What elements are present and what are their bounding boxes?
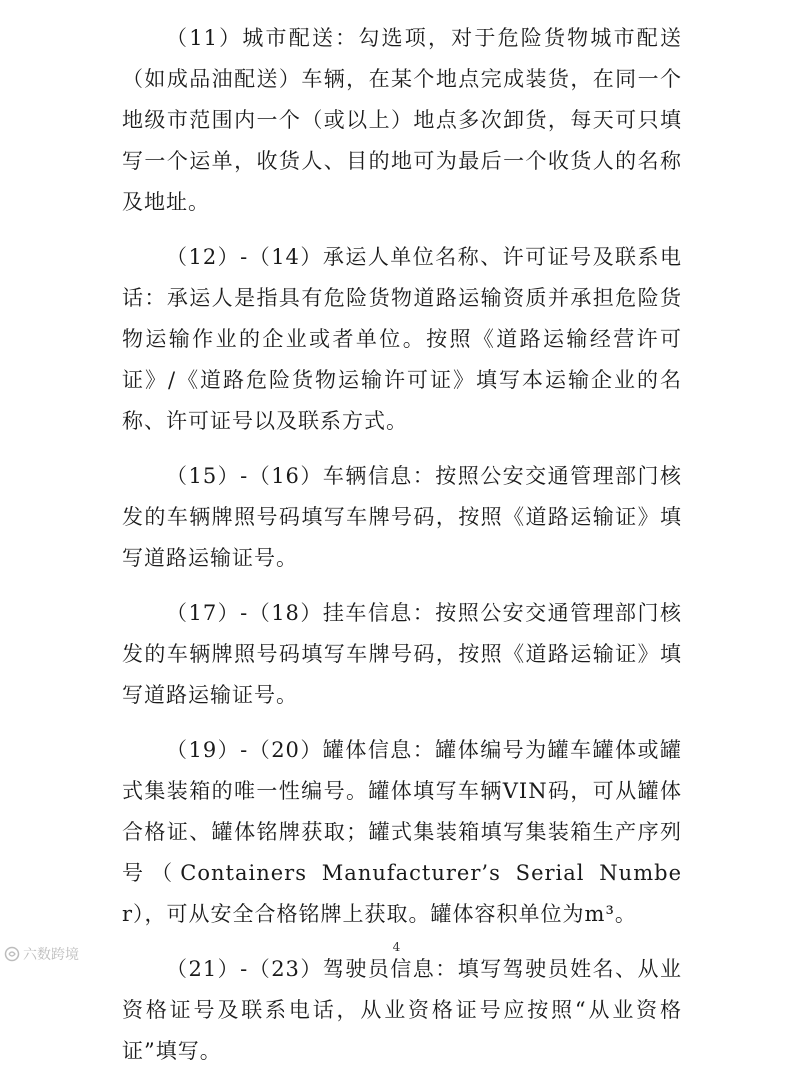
paragraph-carrier-info: （12）-（14）承运人单位名称、许可证号及联系电话：承运人是指具有危险货物道路运输资质并承担危险货物运输作业的企业或者单位。按照《道路运输经营许可证》/《道路危险货物运输许可证》填写本运输企业的名称、许可证号以及联系方式。 bbox=[122, 245, 682, 433]
paragraph-tank-info: （19）-（20）罐体信息：罐体编号为罐车罐体或罐式集装箱的唯一性编号。罐体填写车辆VIN码，可从罐体合格证、罐体铭牌获取；罐式集装箱填写集装箱生产序列号（Containers Manufacturer’s Serial Number），可从安全合格铭牌上获取。罐体容积单位为m³。 bbox=[122, 738, 682, 926]
watermark-text: 六数跨境 bbox=[23, 947, 79, 963]
watermark-logo-icon bbox=[4, 946, 20, 962]
paragraph-driver-info: （21）-（23）驾驶员信息：填写驾驶员姓名、从业资格证号及联系电话，从业资格证号应按照“从业资格证”填写。 bbox=[122, 957, 682, 1063]
paragraph-trailer-info: （17）-（18）挂车信息：按照公安交通管理部门核发的车辆牌照号码填写车牌号码，按照《道路运输证》填写道路运输证号。 bbox=[122, 601, 682, 707]
paragraph-vehicle-info: （15）-（16）车辆信息：按照公安交通管理部门核发的车辆牌照号码填写车牌号码，按照《道路运输证》填写道路运输证号。 bbox=[122, 464, 682, 570]
paragraph-city-delivery: （11）城市配送：勾选项，对于危险货物城市配送（如成品油配送）车辆，在某个地点完成装货，在同一个地级市范围内一个（或以上）地点多次卸货，每天可只填写一个运单，收货人、目的地可为最后一个收货人的名称及地址。 bbox=[122, 26, 682, 214]
watermark bbox=[4, 944, 79, 964]
page-number: 4 bbox=[392, 940, 401, 954]
document-body bbox=[122, 18, 682, 1086]
